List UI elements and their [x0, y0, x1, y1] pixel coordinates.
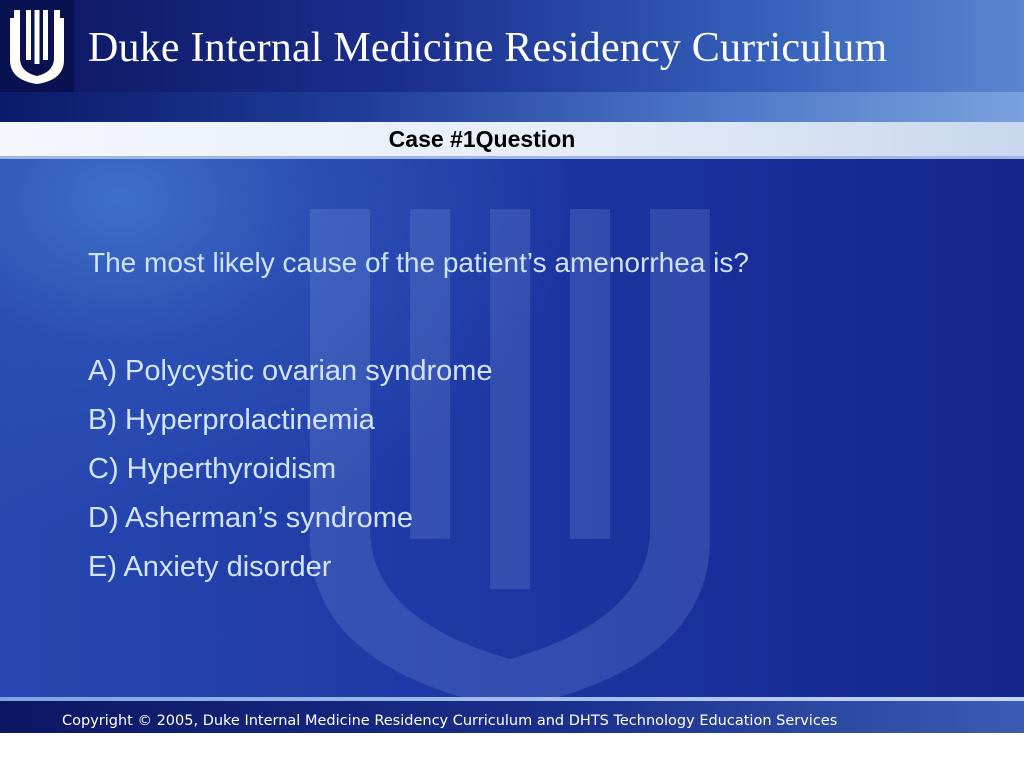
copyright-text: Copyright © 2005, Duke Internal Medicine Residency Curriculum and DHTS Technology Education Services	[62, 713, 838, 729]
slide-subtitle: Case #1Question	[388, 126, 576, 152]
slide-body	[0, 159, 1024, 697]
slide-header	[0, 0, 1024, 92]
header-band	[0, 92, 1024, 122]
answer-options	[88, 351, 493, 596]
option-e: E) Anxiety disorder	[88, 551, 332, 583]
slide-header-title: Duke Internal Medicine Residency Curriculum	[88, 25, 888, 71]
option-c: C) Hyperthyroidism	[88, 453, 337, 485]
option-a: A) Polycystic ovarian syndrome	[88, 355, 493, 387]
option-d: D) Asherman’s syndrome	[88, 502, 414, 534]
option-b: B) Hyperprolactinemia	[88, 404, 375, 436]
logo	[0, 0, 74, 92]
duke-shield-icon	[6, 6, 68, 86]
question-text: The most likely cause of the patient’s amenorrhea is?	[88, 247, 749, 278]
slide-footer	[0, 701, 1024, 733]
